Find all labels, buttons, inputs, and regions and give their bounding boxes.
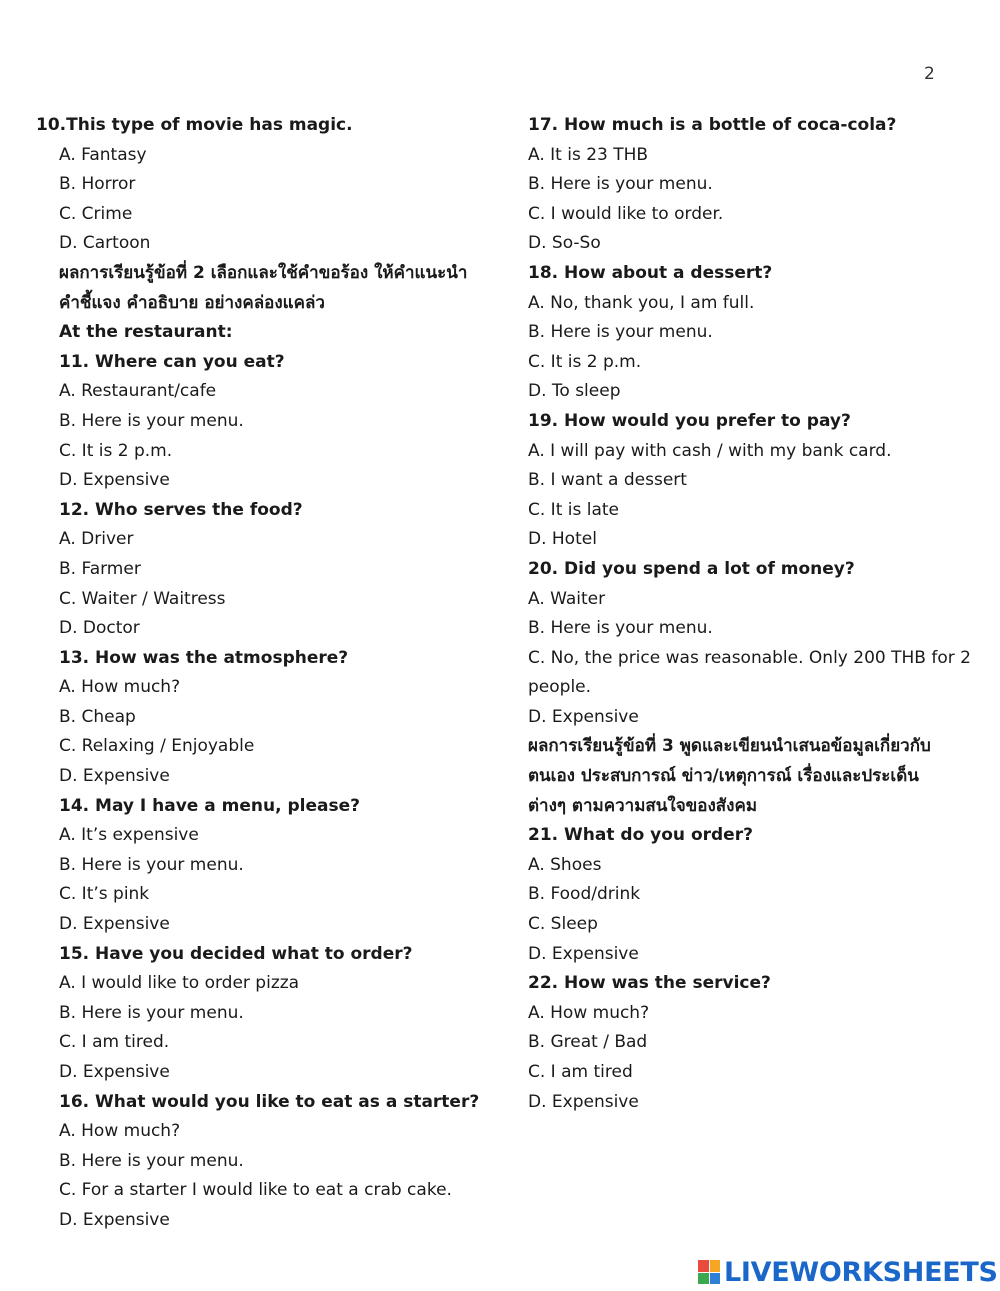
right-column	[528, 111, 971, 1117]
option-text: C. I would like to order.	[528, 203, 724, 224]
question-text: 12. Who serves the food?	[59, 499, 303, 520]
option-text: D. Expensive	[528, 706, 639, 727]
logo-square-4	[710, 1273, 721, 1285]
option-text: B. Farmer	[59, 558, 141, 579]
option-text: C. I am tired	[528, 1062, 633, 1082]
question-text: 16. What would you like to eat as a starter?	[59, 1091, 480, 1112]
option-text: B. Great / Bad	[528, 1032, 648, 1053]
option-text: A. Driver	[59, 529, 134, 550]
question-text: 22. How was the service?	[528, 973, 771, 994]
question-text: 15. Have you decided what to order?	[59, 943, 413, 964]
question-text: 19. How would you prefer to pay?	[528, 410, 851, 431]
learning-outcome-text: คำชี้แจง คำอธิบาย อย่างคล่องแคล่ว	[59, 292, 325, 313]
logo-square-1	[698, 1260, 709, 1272]
option-text: A. Shoes	[528, 854, 602, 875]
option-text: B. Here is your menu.	[59, 1002, 244, 1023]
option-text: D. Expensive	[59, 470, 170, 491]
logo-mark-icon	[698, 1260, 720, 1284]
learning-outcome-text: ต่างๆ ตามความสนใจของสังคม	[528, 795, 758, 816]
option-text: A. How much?	[528, 1002, 650, 1023]
option-text: A. How much?	[59, 1121, 181, 1142]
option-text: C. For a starter I would like to eat a crab cake.	[59, 1180, 452, 1201]
option-text: A. I would like to order pizza	[59, 973, 300, 994]
option-text: D. Cartoon	[59, 233, 151, 254]
option-text: B. Here is your menu.	[528, 618, 713, 639]
option-text: D. To sleep	[528, 381, 621, 402]
option-text: B. Here is your menu.	[59, 1150, 244, 1171]
logo-text: LIVEWORKSHEETS	[724, 1256, 998, 1288]
option-text: B. Here is your menu.	[59, 854, 244, 875]
liveworksheets-logo[interactable]	[698, 1256, 998, 1288]
option-text: B. Here is your menu.	[528, 322, 713, 343]
question-text: 11. Where can you eat?	[59, 351, 285, 372]
option-text: B. Here is your menu.	[528, 174, 713, 195]
learning-outcome-text: ผลการเรียนรู้ข้อที่ 2 เลือกและใช้คำขอร้อง ให้คำแนะนำ	[59, 262, 468, 283]
option-text: C. It is 2 p.m.	[59, 440, 173, 461]
option-text: D. Doctor	[59, 618, 140, 639]
option-text: C. Relaxing / Enjoyable	[59, 736, 255, 757]
option-text: B. Food/drink	[528, 884, 641, 905]
option-text: A. I will pay with cash / with my bank card.	[528, 440, 892, 461]
option-text: B. Cheap	[59, 706, 136, 727]
option-text: D. Expensive	[528, 943, 639, 964]
question-text: 21. What do you order?	[528, 825, 753, 846]
option-text: C. It is late	[528, 499, 620, 520]
option-text: C. Sleep	[528, 914, 598, 935]
option-text: A. It is 23 THB	[528, 144, 649, 165]
question-text: 17. How much is a bottle of coca-cola?	[528, 115, 897, 135]
learning-outcome-text: ตนเอง ประสบการณ์ ข่าว/เหตุการณ์ เรื่องและประเด็น	[528, 766, 919, 787]
question-text: At the restaurant:	[59, 322, 233, 343]
option-text: people.	[528, 677, 592, 698]
option-text: D. So-So	[528, 233, 601, 254]
option-text: A. Fantasy	[59, 144, 147, 165]
option-text: C. It is 2 p.m.	[528, 351, 642, 372]
option-text: B. Horror	[59, 174, 136, 195]
question-text: 10.This type of movie has magic.	[36, 115, 353, 135]
option-text: D. Expensive	[59, 766, 170, 787]
option-text: C. Waiter / Waitress	[59, 588, 226, 609]
option-text: B. I want a dessert	[528, 470, 687, 491]
left-column	[36, 111, 486, 1236]
question-text: 13. How was the atmosphere?	[59, 647, 349, 668]
question-text: 18. How about a dessert?	[528, 262, 773, 283]
option-text: A. It’s expensive	[59, 825, 199, 846]
option-text: D. Expensive	[528, 1091, 639, 1112]
option-text: A. How much?	[59, 677, 181, 698]
option-text: D. Hotel	[528, 529, 597, 550]
option-text: A. Waiter	[528, 588, 606, 609]
option-text: A. Restaurant/cafe	[59, 381, 217, 402]
option-text: D. Expensive	[59, 1062, 170, 1082]
logo-square-3	[698, 1273, 709, 1285]
option-text: C. It’s pink	[59, 884, 150, 905]
option-text: C. I am tired.	[59, 1032, 170, 1053]
option-text: C. Crime	[59, 203, 133, 224]
option-text: D. Expensive	[59, 914, 170, 935]
option-text: C. No, the price was reasonable. Only 200 THB for 2	[528, 647, 971, 668]
option-text: D. Expensive	[59, 1209, 170, 1230]
option-text: A. No, thank you, I am full.	[528, 292, 755, 313]
logo-square-2	[710, 1260, 721, 1272]
question-text: 20. Did you spend a lot of money?	[528, 558, 855, 579]
option-text: B. Here is your menu.	[59, 410, 244, 431]
learning-outcome-text: ผลการเรียนรู้ข้อที่ 3 พูดและเขียนนำเสนอข้อมูลเกี่ยวกับ	[528, 736, 931, 757]
page-number: 2	[924, 64, 935, 84]
question-text: 14. May I have a menu, please?	[59, 795, 360, 816]
